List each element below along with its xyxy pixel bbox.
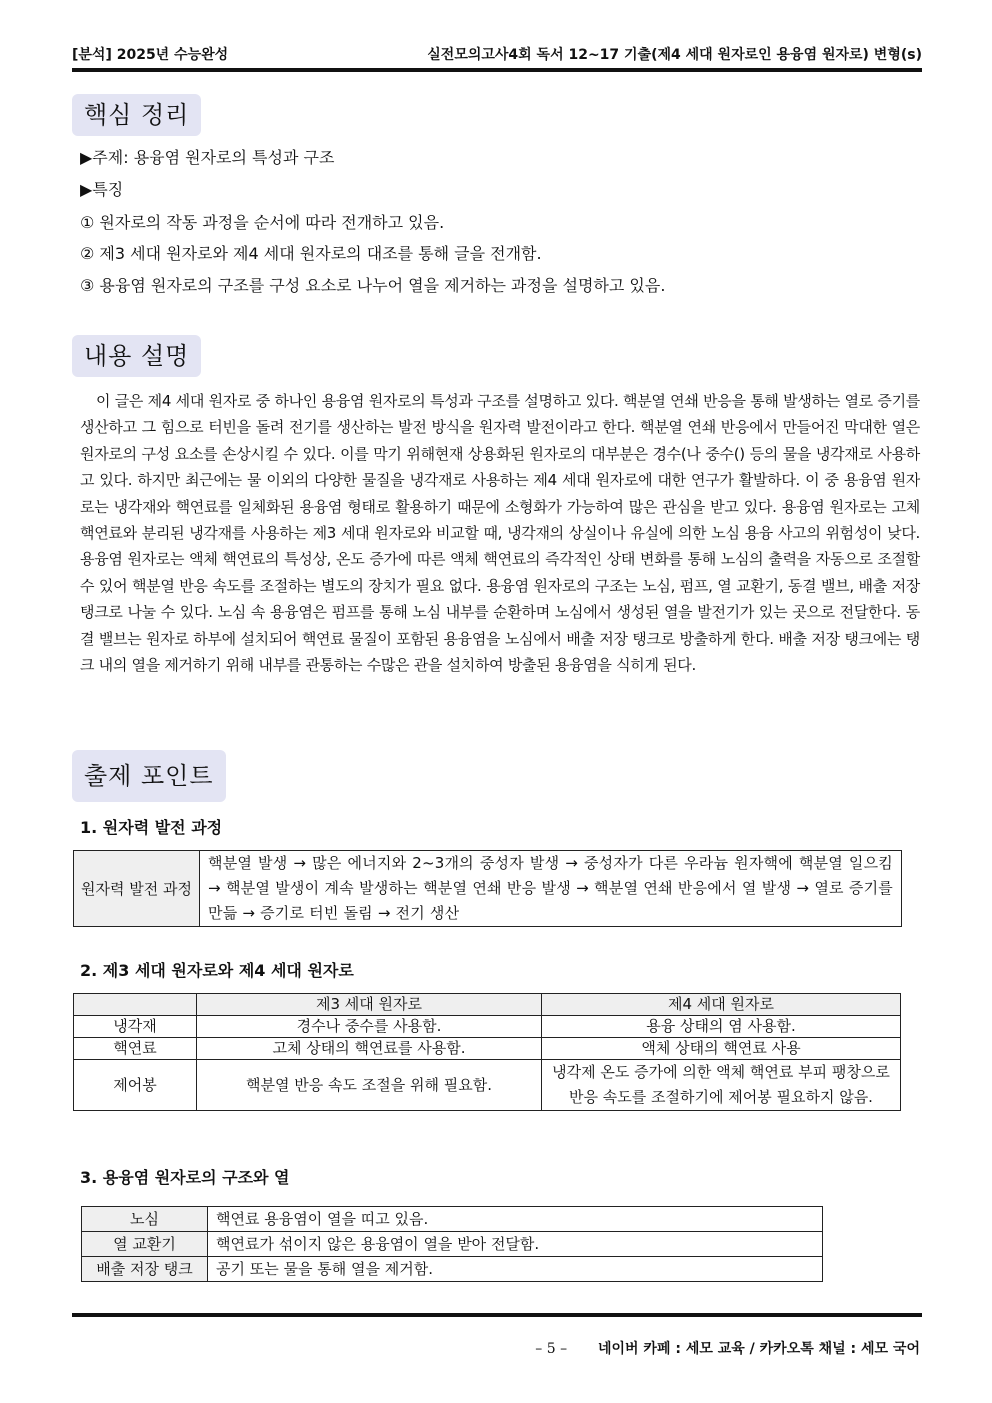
summary-feature-2: ② 제3 세대 원자로와 제4 세대 원자로의 대조를 통해 글을 전개함. (80, 244, 542, 263)
row-desc: 핵연료 용융염이 열을 띠고 있음. (208, 1207, 823, 1232)
section-title-content: 내용 설명 (72, 335, 201, 377)
summary-topic: ▶주제: 용융염 원자로의 특성과 구조 (80, 148, 335, 167)
row-label: 열 교환기 (82, 1232, 208, 1257)
summary-feature-1: ① 원자로의 작동 과정을 순서에 따라 전개하고 있음. (80, 213, 445, 232)
point3-heading: 3. 용융염 원자로의 구조와 열 (80, 1168, 290, 1187)
table-row (74, 1016, 901, 1038)
section-title-summary: 핵심 정리 (72, 94, 201, 136)
section-title-points: 출제 포인트 (72, 750, 226, 802)
corner-cell (74, 994, 197, 1016)
gen3-cell: 고체 상태의 핵연료를 사용함. (197, 1038, 542, 1060)
row-desc: 공기 또는 물을 통해 열을 제거함. (208, 1257, 823, 1282)
table-row (82, 1257, 823, 1282)
col-gen3: 제3 세대 원자로 (197, 994, 542, 1016)
page-footer (535, 1338, 920, 1358)
gen4-cell: 용융 상태의 염 사용함. (542, 1016, 901, 1038)
summary-feature-3: ③ 용융염 원자로의 구조를 구성 요소로 나누어 열을 제거하는 과정을 설명하고 있음. (80, 276, 666, 295)
power-process-header (74, 851, 200, 927)
gen4-cell: 액체 상태의 핵연료 사용 (542, 1038, 901, 1060)
reactor-structure-table (81, 1206, 823, 1282)
gen3-cell: 핵분열 반응 속도 조절을 위해 필요함. (197, 1060, 542, 1111)
row-label: 제어봉 (74, 1060, 197, 1111)
table-row (74, 851, 902, 927)
table-header-row (74, 994, 901, 1016)
row-label: 배출 저장 탱크 (82, 1257, 208, 1282)
content-paragraph (80, 388, 920, 678)
table-row (82, 1232, 823, 1257)
content-paragraph-text: 이 글은 제4 세대 원자로 중 하나인 용융염 원자로의 특성과 구조를 설명하고 있다. 핵분열 연쇄 반응을 통해 발생하는 열로 증기를 생산하고 그 힘으로 터빈을 돌려 전기를 생산하는 발전 방식을 원자력 발전이라고 한다. 핵분열 연쇄 반응에서 만들어진 막대한 열은 원자로의 구성 요소를 손상시킬 수 있다. 이를 막기 위해현재 상용화된 원자로의 대부분은 경수(나 중수() 등의 물을 냉각재로 사용하고 있다. 하지만 최근에는 물 이외의 다양한 물질을 냉각재로 사용하는 제4 세대 원자로에 대한 연구가 활발하다. 이 중 용융염 원자로는 냉각재와 핵연료를 일체화된 용융염 형태로 활용하기 때문에 소형화가 가능하여 많은 관심을 받고 있다. 용융염 원자로는 고체 핵연료와 분리된 냉각재를 사용하는 제3 세대 원자로와 비교할 때, 냉각재의 상실이나 유실에 의한 노심 용융 사고의 위험성이 낮다. 용융염 원자로는 액체 핵연료의 특성상, 온도 증가에 따른 액체 핵연료의 즉각적인 상태 변화를 통해 노심의 출력을 자동으로 조절할 수 있어 핵분열 반응 속도를 조절하는 별도의 장치가 필요 없다. 용융염 원자로의 구조는 노심, 펌프, 열 교환기, 동결 밸브, 배출 저장 탱크로 나눌 수 있다. 노심 속 용융염은 펌프를 통해 노심 내부를 순환하며 노심에서 생성된 열을 발전기가 있는 곳으로 전달한다. 동결 밸브는 원자로 하부에 설치되어 핵연료 물질이 포함된 용융염을 노심에서 배출 저장 탱크로 방출하게 한다. 배출 저장 탱크에는 탱크 내의 열을 제거하기 위해 내부를 관통하는 수많은 관을 설치하여 방출된 용융염을 식히게 된다. (80, 392, 920, 675)
gen3-cell: 경수나 중수를 사용함. (197, 1016, 542, 1038)
table-row (74, 1060, 901, 1111)
row-label: 핵연료 (74, 1038, 197, 1060)
row-label: 냉각재 (74, 1016, 197, 1038)
summary-features-label: ▶특징 (80, 180, 124, 199)
header-rule (72, 68, 922, 72)
header-right: 실전모의고사4회 독서 12~17 기출(제4 세대 원자로인 용융염 원자로) 변형(s) (427, 47, 922, 63)
point2-heading: 2. 제3 세대 원자로와 제4 세대 원자로 (80, 961, 354, 980)
row-desc: 핵연료가 섞이지 않은 용융염이 열을 받아 전달함. (208, 1232, 823, 1257)
gen4-cell: 냉각제 온도 증가에 의한 액체 핵연료 부피 팽창으로 반응 속도를 조절하기에 제어봉 필요하지 않음. (542, 1060, 901, 1111)
footer-rule (72, 1313, 922, 1317)
header-left: [분석] 2025년 수능완성 (72, 47, 229, 63)
table-row (82, 1207, 823, 1232)
point1-heading: 1. 원자력 발전 과정 (80, 818, 223, 837)
power-process-content: 핵분열 발생 → 많은 에너지와 2~3개의 중성자 발생 → 중성자가 다른 우라늄 원자핵에 핵분열 일으킴 → 핵분열 발생이 계속 발생하는 핵분열 연쇄 반응 발생 → 핵분열 연쇄 반응에서 열 발생 → 열로 증기를 만듦 → 증기로 터빈 돌림 → 전기 생산 (200, 851, 902, 927)
page-header (72, 44, 922, 68)
table-row (74, 1038, 901, 1060)
row-label: 노심 (82, 1207, 208, 1232)
reactor-comparison-table (73, 993, 901, 1111)
power-process-table (73, 850, 902, 927)
power-process-header-text: 원자력 발전 과정 (81, 879, 192, 898)
page-number: – 5 – (535, 1341, 568, 1357)
col-gen4: 제4 세대 원자로 (542, 994, 901, 1016)
footer-text: 네이버 카페 : 세모 교육 / 카카오톡 채널 : 세모 국어 (597, 1341, 920, 1357)
